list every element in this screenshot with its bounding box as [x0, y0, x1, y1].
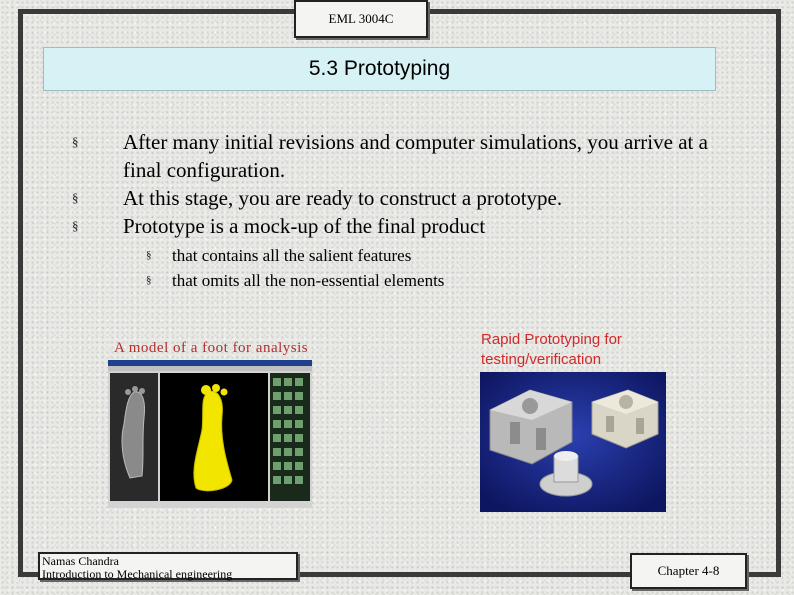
page-number-box	[630, 553, 747, 589]
rapid-prototype-image	[480, 372, 666, 512]
sub-bullet-mark: §	[146, 274, 152, 286]
bullet-item	[72, 184, 712, 212]
sub-bullet-text: that contains all the salient features	[172, 246, 412, 265]
bullet-mark: §	[72, 134, 79, 149]
footer-author-box	[38, 552, 298, 580]
bullet-text: After many initial revisions and computer simulations, you arrive at a final configuration.	[123, 130, 708, 182]
sub-bullet-text: that omits all the non-essential elements	[172, 271, 445, 290]
bullet-item	[72, 128, 712, 184]
footer-author: Namas Chandra	[42, 554, 119, 568]
sub-bullet-mark: §	[146, 249, 152, 261]
bullet-text: Prototype is a mock-up of the final product	[123, 214, 486, 238]
foot-model-image	[108, 360, 312, 508]
page-number: Chapter 4-8	[657, 563, 720, 578]
bullet-mark: §	[72, 218, 79, 233]
slide-frame-right	[776, 9, 781, 577]
foot-model-illustration	[108, 360, 312, 508]
bullet-item	[72, 212, 712, 240]
bullet-list	[72, 128, 712, 240]
rapid-prototyping-caption: Rapid Prototyping for testing/verification	[481, 331, 622, 368]
bullet-mark: §	[72, 190, 79, 205]
footer-course: Introduction to Mechanical engineering	[42, 567, 233, 581]
course-code-box	[294, 0, 428, 38]
course-code: EML 3004C	[328, 11, 394, 26]
sub-bullet-item	[146, 243, 706, 268]
slide-frame-left	[18, 9, 23, 577]
slide-title: 5.3 Prototyping	[308, 57, 451, 80]
bullet-text: At this stage, you are ready to construct a prototype.	[123, 186, 563, 210]
foot-model-caption: A model of a foot for analysis	[114, 340, 309, 356]
sub-bullet-item	[146, 268, 706, 293]
prototype-parts-illustration	[480, 372, 666, 512]
slide-title-box	[43, 47, 716, 91]
sub-bullet-list	[146, 243, 706, 293]
